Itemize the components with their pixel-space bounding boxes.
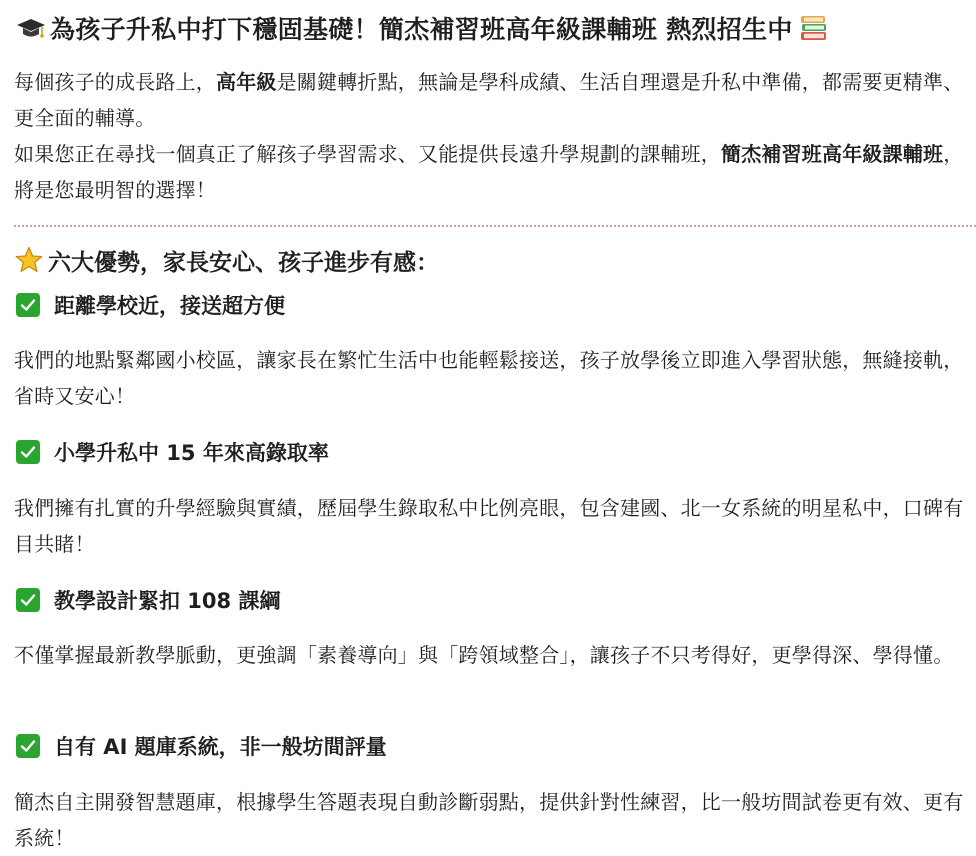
check-mark-icon xyxy=(16,588,40,612)
books-icon xyxy=(799,13,829,43)
feature-body: 不僅掌握最新教學脈動，更強調「素養導向」與「跨領域整合」，讓孩子不只考得好，更學得深、學得懂。 xyxy=(14,643,954,667)
graduation-cap-icon xyxy=(16,13,46,43)
check-mark-icon xyxy=(16,734,40,758)
intro-text: ，將是您最明智的選擇！ xyxy=(14,142,964,202)
intro-highlight: 高年級 xyxy=(216,70,277,94)
check-mark-icon xyxy=(16,440,40,464)
intro-text: 是關鍵轉折點，無論是學科成績、生活自理還是升私中準備，都需要更精準、更全面的輔導。 xyxy=(14,70,964,130)
intro-text: 每個孩子的成長路上， xyxy=(14,70,216,94)
feature-title: 教學設計緊扣 108 課綱 xyxy=(54,589,281,613)
advantages-heading-text: 六大優勢，家長安心、孩子進步有感： xyxy=(48,249,439,276)
feature-title: 小學升私中 15 年來高錄取率 xyxy=(54,441,329,465)
feature-title: 距離學校近，接送超方便 xyxy=(54,294,285,318)
intro-highlight: 簡杰補習班高年級課輔班 xyxy=(721,142,944,166)
feature-heading xyxy=(16,435,329,469)
advantages-heading xyxy=(14,242,439,278)
feature-heading xyxy=(16,729,387,763)
page-title xyxy=(16,8,829,48)
feature-body: 我們的地點緊鄰國小校區，讓家長在繁忙生活中也能輕鬆接送，孩子放學後立即進入學習狀態，無縫接軌，省時又安心！ xyxy=(14,348,964,408)
feature-body: 我們擁有扎實的升學經驗與實績，歷屆學生錄取私中比例亮眼，包含建國、北一女系統的明星私中，口碑有目共睹！ xyxy=(14,496,964,556)
feature-body: 簡杰自主開發智慧題庫，根據學生答題表現自動診斷弱點，提供針對性練習，比一般坊間試卷更有效、更有系統！ xyxy=(14,790,964,850)
section-divider xyxy=(14,225,976,227)
intro-paragraph-1 xyxy=(14,64,970,136)
intro-paragraph-2 xyxy=(14,136,970,208)
check-mark-icon xyxy=(16,293,40,317)
title-text: 為孩子升私中打下穩固基礎！簡杰補習班高年級課輔班 熱烈招生中 xyxy=(50,15,793,44)
feature-heading xyxy=(16,288,285,322)
intro-text: 如果您正在尋找一個真正了解孩子學習需求、又能提供長遠升學規劃的課輔班， xyxy=(14,142,721,166)
star-icon xyxy=(14,245,44,275)
feature-heading xyxy=(16,583,280,617)
feature-title: 自有 AI 題庫系統，非一般坊間評量 xyxy=(54,735,387,759)
